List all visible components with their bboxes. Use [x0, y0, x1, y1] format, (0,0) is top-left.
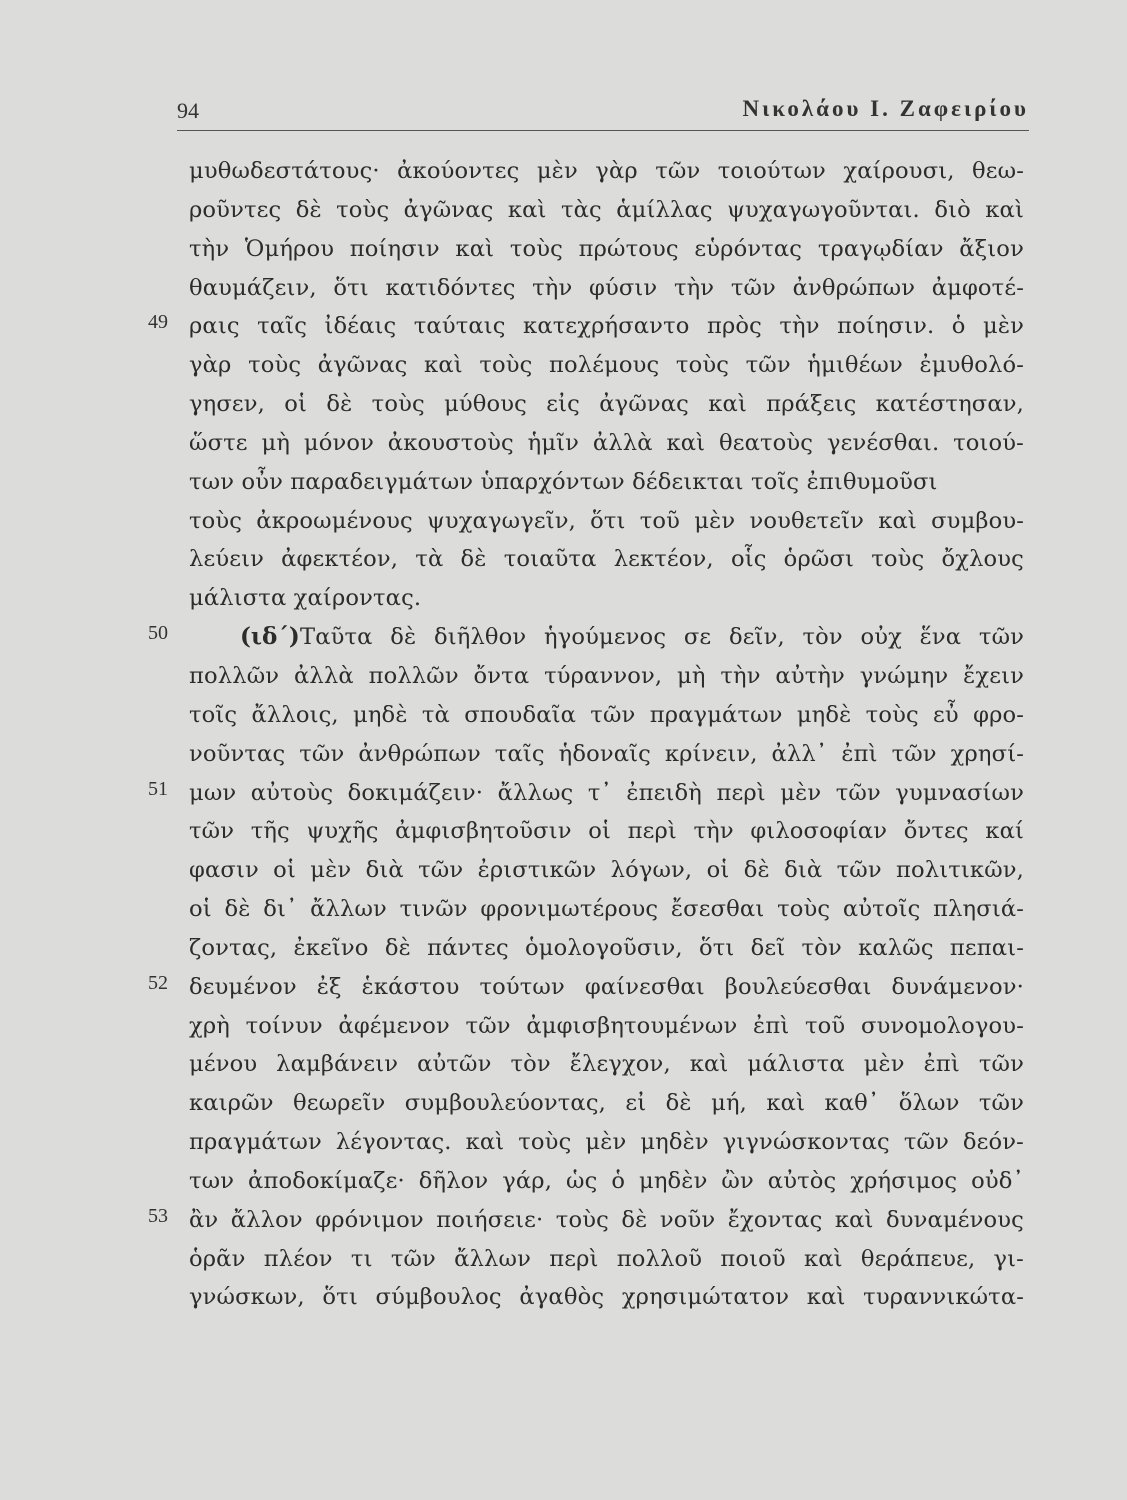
- text-line: [0, 812, 1127, 851]
- line-text: οἱ δὲ δι᾿ ἄλλων τινῶν φρονιμωτέρους ἔσεσθαι τοὺς αὐτοῖς πλησιά-: [189, 896, 1024, 923]
- text-line: [0, 1045, 1127, 1084]
- text-line: [0, 618, 1127, 657]
- text-line: [0, 735, 1127, 774]
- text-line: [0, 540, 1127, 579]
- line-text: τοῖς ἄλλοις, μηδὲ τὰ σπουδαῖα τῶν πραγμάτων μηδὲ τοὺς εὖ φρο-: [189, 701, 1024, 728]
- text-body: [0, 152, 1127, 1317]
- text-line: [0, 1162, 1127, 1201]
- line-text: λεύειν ἀφεκτέον, τὰ δὲ τοιαῦτα λεκτέον, οἷς ὁρῶσι τοὺς ὄχλους: [189, 546, 1024, 573]
- line-text: τοὺς ἀκροωμένους ψυχαγωγεῖν, ὅτι τοῦ μὲν νουθετεῖν καὶ συμβου-: [189, 507, 1024, 534]
- text-line: [0, 1123, 1127, 1162]
- line-text: πολλῶν ἀλλὰ πολλῶν ὄντα τύραννον, μὴ τὴν αὐτὴν γνώμην ἔχειν: [189, 662, 1024, 689]
- text-line: [0, 696, 1127, 735]
- text-line: [0, 1240, 1127, 1279]
- text-line: [0, 307, 1127, 346]
- text-line: [0, 1201, 1127, 1240]
- text-line: [0, 968, 1127, 1007]
- section-marker: (ιδ΄): [240, 623, 300, 651]
- line-text: ραις ταῖς ἰδέαις ταύταις κατεχρήσαντο πρὸς τὴν ποίησιν. ὁ μὲν: [189, 313, 1024, 340]
- running-head: Νικολάου Ι. Ζαφειρίου: [742, 96, 1029, 121]
- text-line: [0, 269, 1127, 308]
- text-line: [0, 346, 1127, 385]
- paragraph-number: 49: [148, 311, 168, 334]
- text-line: [0, 502, 1127, 541]
- line-text: φασιν οἱ μὲν διὰ τῶν ἐριστικῶν λόγων, οἱ δὲ διὰ τῶν πολιτικῶν,: [189, 857, 1024, 884]
- line-text: ροῦντες δὲ τοὺς ἀγῶνας καὶ τὰς ἁμίλλας ψυχαγωγοῦνται. διὸ καὶ: [189, 196, 1024, 223]
- line-text: πραγμάτων λέγοντας. καὶ τοὺς μὲν μηδὲν γιγνώσκοντας τῶν δεόν-: [189, 1129, 1024, 1156]
- line-text: των οὖν παραδειγμάτων ὑπαρχόντων δέδεικται τοῖς ἐπιθυμοῦσι: [189, 468, 938, 495]
- text-line: [0, 424, 1127, 463]
- line-text: μων αὐτοὺς δοκιμάζειν· ἄλλως τ᾿ ἐπειδὴ περὶ μὲν τῶν γυμνασίων: [189, 779, 1024, 806]
- page-header: [177, 96, 1029, 131]
- text-line: [0, 890, 1127, 929]
- text-line: [0, 579, 1127, 618]
- line-text: γησεν, οἱ δὲ τοὺς μύθους εἰς ἀγῶνας καὶ πράξεις κατέστησαν,: [189, 391, 1024, 418]
- paragraph-number: 50: [148, 622, 168, 645]
- text-line: [0, 929, 1127, 968]
- text-line: [0, 191, 1127, 230]
- line-text: μυθωδεστάτους· ἀκούοντες μὲν γὰρ τῶν τοιούτων χαίρουσι, θεω-: [189, 158, 1024, 184]
- line-text: μάλιστα χαίροντας.: [189, 585, 422, 612]
- text-line: [0, 657, 1127, 696]
- line-text: δευμένον ἐξ ἑκάστου τούτων φαίνεσθαι βουλεύεσθαι δυνάμενον·: [189, 973, 1024, 1000]
- line-text: ὥστε μὴ μόνον ἀκουστοὺς ἡμῖν ἀλλὰ καὶ θεατοὺς γενέσθαι. τοιού-: [189, 429, 1024, 456]
- line-text: γὰρ τοὺς ἀγῶνας καὶ τοὺς πολέμους τοὺς τῶν ἡμιθέων ἐμυθολό-: [189, 352, 1024, 379]
- page-number: 94: [177, 98, 199, 123]
- line-text: τὴν Ὁμήρου ποίησιν καὶ τοὺς πρώτους εὑρόντας τραγῳδίαν ἄξιον: [189, 235, 1024, 262]
- text-line: [0, 851, 1127, 890]
- line-text: νοῦντας τῶν ἀνθρώπων ταῖς ἡδοναῖς κρίνειν, ἀλλ᾿ ἐπὶ τῶν χρησί-: [189, 740, 1024, 767]
- line-text: ὁρᾶν πλέον τι τῶν ἄλλων περὶ πολλοῦ ποιοῦ καὶ θεράπευε, γι-: [189, 1245, 1024, 1272]
- line-text: θαυμάζειν, ὅτι κατιδόντες τὴν φύσιν τὴν τῶν ἀνθρώπων ἀμφοτέ-: [189, 274, 1024, 301]
- paragraph-number: 52: [148, 971, 168, 994]
- text-line: [0, 774, 1127, 813]
- line-text: μένου λαμβάνειν αὐτῶν τὸν ἔλεγχον, καὶ μάλιστα μὲν ἐπὶ τῶν: [189, 1051, 1024, 1078]
- line-text: Ταῦτα δὲ διῆλθον ἡγούμενος σε δεῖν, τὸν οὐχ ἕνα τῶν: [300, 624, 1024, 651]
- text-line: [0, 1007, 1127, 1046]
- text-line: [0, 230, 1127, 269]
- paragraph-number: 51: [148, 777, 168, 800]
- line-text: ζοντας, ἐκεῖνο δὲ πάντες ὁμολογοῦσιν, ὅτι δεῖ τὸν καλῶς πεπαι-: [189, 934, 1024, 961]
- text-line: [0, 1084, 1127, 1123]
- line-text: γνώσκων, ὅτι σύμβουλος ἀγαθὸς χρησιμώτατον καὶ τυραννικώτα-: [189, 1284, 1024, 1311]
- paragraph-number: 53: [148, 1204, 168, 1227]
- line-text: τῶν τῆς ψυχῆς ἀμφισβητοῦσιν οἱ περὶ τὴν φιλοσοφίαν ὄντες καί: [189, 818, 1024, 845]
- text-line: [0, 385, 1127, 424]
- text-line: [0, 1278, 1127, 1317]
- line-text: καιρῶν θεωρεῖν συμβουλεύοντας, εἰ δὲ μή, καὶ καθ᾿ ὅλων τῶν: [189, 1090, 1024, 1117]
- text-line: [0, 463, 1127, 502]
- text-line: [0, 152, 1127, 191]
- line-text: χρὴ τοίνυν ἀφέμενον τῶν ἀμφισβητουμένων ἐπὶ τοῦ συνομολογου-: [189, 1012, 1024, 1039]
- line-text: ἂν ἄλλον φρόνιμον ποιήσειε· τοὺς δὲ νοῦν ἔχοντας καὶ δυναμένους: [189, 1206, 1024, 1233]
- line-text: των ἀποδοκίμαζε· δῆλον γάρ, ὡς ὁ μηδὲν ὢν αὐτὸς χρήσιμος οὐδ᾿: [189, 1167, 1024, 1194]
